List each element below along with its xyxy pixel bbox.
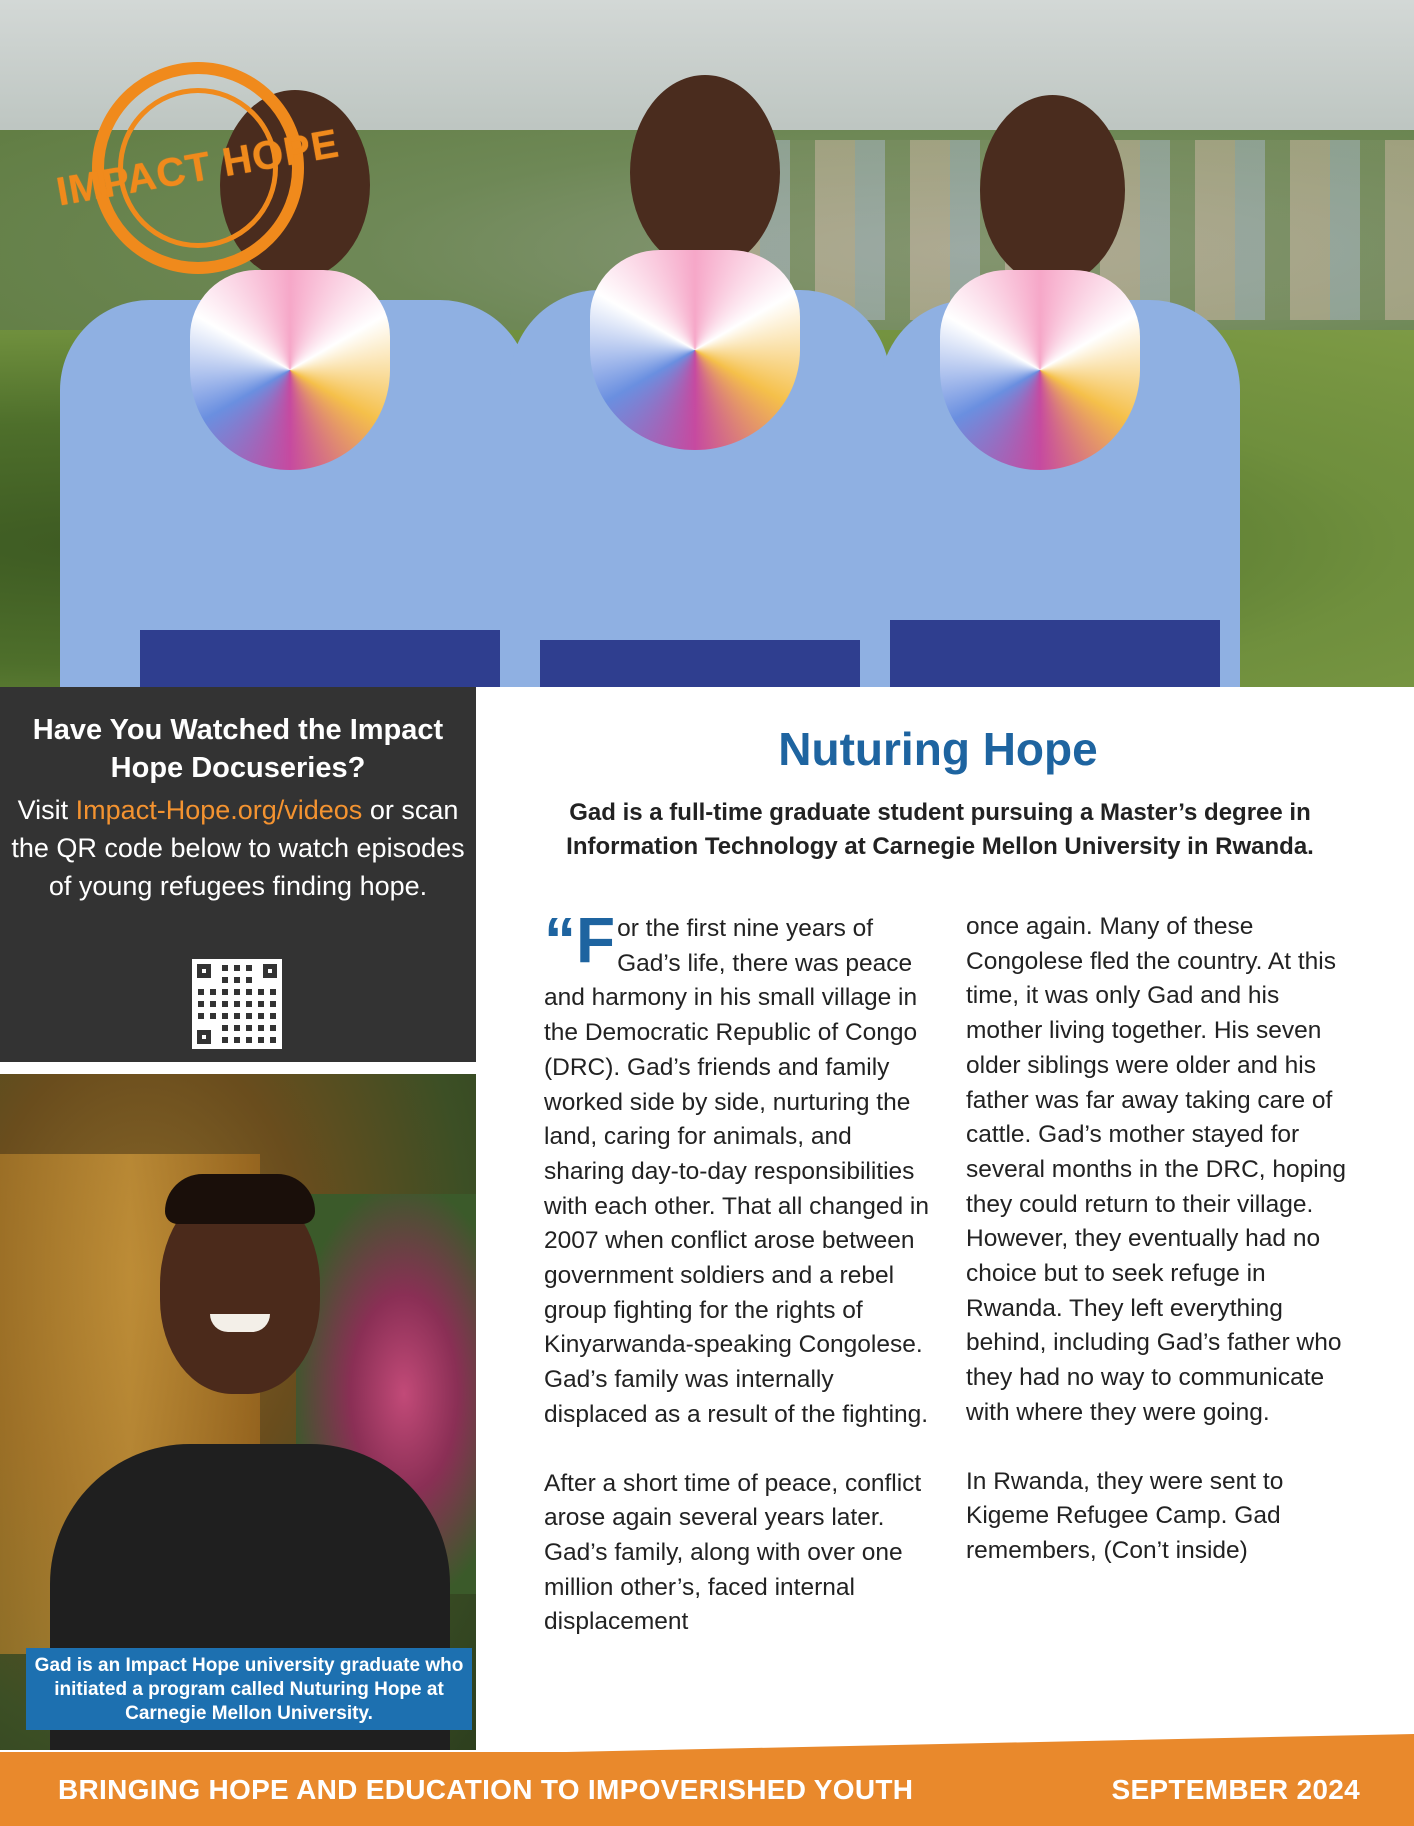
student-left bbox=[60, 300, 530, 687]
footer-tagline: BRINGING HOPE AND EDUCATION TO IMPOVERISHED YOUTH bbox=[58, 1774, 914, 1805]
impact-hope-logo bbox=[53, 62, 343, 274]
col1-paragraph-1: “For the first nine years of Gad’s life, there was peace and harmony in his small village in the Democratic Republic of Congo (DRC). Gad’s friends and family worked side by side, nurturing the land, caring for animals, and sharing day-to-day responsibilities with each other. That all changed in 2007 when conflict arose between government soldiers and a rebel group fighting for the rights of Kinyarwanda-speaking Congolese. Gad’s family was internally displaced as a result of the fighting. bbox=[544, 904, 930, 1428]
issue-date: SEPTEMBER 2024 bbox=[1111, 1774, 1360, 1805]
promo-body-text: or scan the QR code below to watch episodes of young refugees finding hope. bbox=[11, 795, 465, 901]
qr-code[interactable] bbox=[192, 959, 282, 1049]
article-lead: Gad is a full-time graduate student pursuing a Master’s degree in Information Technology at Carnegie Mellon University in Rwanda. bbox=[566, 799, 1314, 860]
student-center bbox=[510, 290, 890, 687]
videos-link[interactable]: Impact-Hope.org/videos bbox=[75, 795, 363, 825]
logo-text: IMPACT HOPE bbox=[53, 121, 343, 214]
article-column-2 bbox=[966, 910, 1356, 1603]
docuseries-promo bbox=[0, 687, 476, 1062]
promo-heading: Have You Watched the Impact Hope Docuseries? bbox=[32, 714, 444, 784]
col2-paragraph-1: once again. Many of these Congolese fled the country. At this time, it was only Gad and his mother living together. His seven older siblings were older and his father was far away taking care of cattle. Gad’s mother stayed for several months in the DRC, hoping they could return to their village. However, they eventually had no choice but to seek refuge in Rwanda. They left everything behind, including Gad’s father who they had no way to communicate with where they were going. bbox=[966, 913, 1346, 1426]
col1-paragraph-2: After a short time of peace, conflict arose again several years later. Gad’s family, along with over one million other’s, faced internal displacement bbox=[544, 1469, 922, 1636]
hero-photo bbox=[0, 0, 1414, 687]
col2-paragraph-2: In Rwanda, they were sent to Kigeme Refugee Camp. Gad remembers, (Con’t inside) bbox=[966, 1467, 1284, 1564]
promo-body bbox=[0, 791, 476, 905]
portrait-caption: Gad is an Impact Hope university graduate who initiated a program called Nuturing Hope at Carnegie Mellon University. bbox=[26, 1648, 472, 1730]
promo-visit-text: Visit bbox=[17, 795, 69, 825]
article-title: Nuturing Hope bbox=[778, 723, 1098, 775]
drop-cap: “F bbox=[544, 904, 616, 976]
article-column-1 bbox=[544, 904, 934, 1674]
footer-band bbox=[0, 1752, 1414, 1826]
student-right bbox=[880, 300, 1240, 687]
